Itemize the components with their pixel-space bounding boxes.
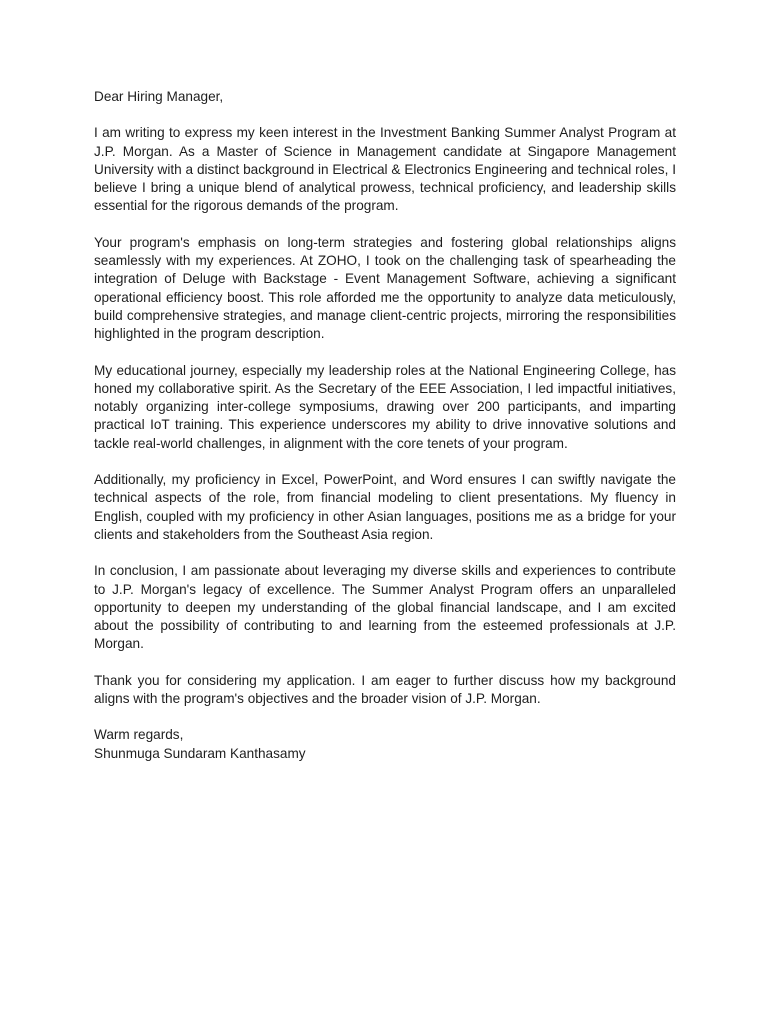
letter-paragraph-thanks: Thank you for considering my application. I am eager to further discuss how my background aligns with the program's objectives and the broader vision of J.P. Morgan. [94, 672, 676, 707]
letter-signature: Shunmuga Sundaram Kanthasamy [94, 745, 306, 761]
letter-paragraph-skills: Additionally, my proficiency in Excel, PowerPoint, and Word ensures I can swiftly navigate the technical aspects of the role, from financial modeling to client presentations. My fluency in English, coupled with my proficiency in other Asian languages, positions me as a bridge for your clients and stakeholders from the Southeast Asia region. [94, 472, 676, 542]
letter-closing-block [94, 726, 676, 763]
letter-paragraph-education: My educational journey, especially my leadership roles at the National Engineering College, has honed my collaborative spirit. As the Secretary of the EEE Association, I led impactful initiatives, notably organizing inter-college symposiums, drawing over 200 participants, and imparting practical IoT training. This experience underscores my ability to drive innovative solutions and tackle real-world challenges, in alignment with the core tenets of your program. [94, 362, 676, 451]
letter-closing: Warm regards, [94, 727, 184, 743]
letter-paragraph-intro: I am writing to express my keen interest in the Investment Banking Summer Analyst Program at J.P. Morgan. As a Master of Science in Management candidate at Singapore Management University with a distinct background in Electrical & Electronics Engineering and technical roles, I believe I bring a unique blend of analytical prowess, technical proficiency, and leadership skills essential for the rigorous demands of the program. [94, 125, 676, 214]
letter-paragraph-experience: Your program's emphasis on long-term strategies and fostering global relationships aligns seamlessly with my experiences. At ZOHO, I took on the challenging task of spearheading the integration of Deluge with Backstage - Event Management Software, achieving a significant operational efficiency boost. This role afforded me the opportunity to analyze data meticulously, build comprehensive strategies, and manage client-centric projects, mirroring the responsibilities highlighted in the program description. [94, 234, 676, 342]
cover-letter [94, 88, 676, 763]
letter-greeting: Dear Hiring Manager, [94, 89, 224, 104]
letter-paragraph-conclusion: In conclusion, I am passionate about leveraging my diverse skills and experiences to contribute to J.P. Morgan's legacy of excellence. The Summer Analyst Program offers an unparalleled opportunity to deepen my understanding of the global financial landscape, and I am excited about the possibility of contributing to and learning from the esteemed professionals at J.P. Morgan. [94, 563, 676, 652]
